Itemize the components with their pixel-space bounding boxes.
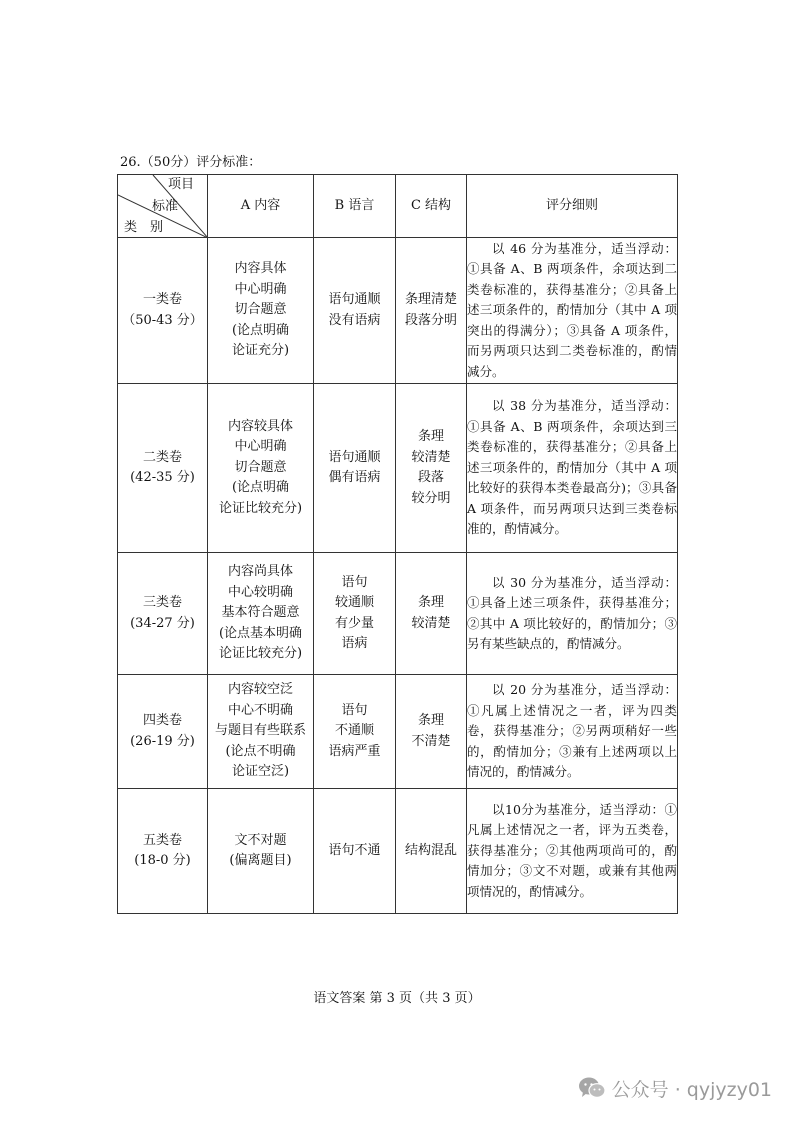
- language-cell: [314, 384, 396, 553]
- watermark: [578, 1073, 772, 1103]
- structure-cell-line: 较清楚: [411, 615, 451, 631]
- language-cell-line: 语句: [341, 702, 368, 718]
- content-cell-line: 内容较具体: [227, 418, 293, 434]
- structure-cell-line: 结构混乱: [404, 842, 457, 858]
- content-cell-line: (论点不明确: [225, 743, 296, 759]
- structure-cell: [396, 675, 467, 789]
- content-cell: [208, 238, 314, 384]
- content-cell-line: (偏离题目): [229, 853, 292, 868]
- content-cell-line: 文不对题: [234, 832, 287, 848]
- category-cell-line: 四类卷: [142, 713, 182, 728]
- corner-label-project: 项目: [168, 177, 195, 192]
- category-cell-line: 五类卷: [142, 832, 182, 848]
- language-cell-line: 有少量: [334, 615, 374, 631]
- content-cell-line: 论证比较充分): [218, 646, 303, 662]
- category-cell-line: （50-43 分）: [122, 312, 203, 328]
- language-cell-line: 不通顺: [334, 723, 374, 739]
- table-row: [118, 675, 678, 789]
- structure-cell-line: 不清楚: [411, 733, 451, 749]
- detail-cell: [467, 789, 678, 914]
- category-cell: [118, 238, 208, 384]
- content-cell-line: 基本符合题意: [221, 605, 300, 621]
- language-cell-line: 较通顺: [334, 595, 374, 610]
- column-header: B 语言: [314, 175, 396, 238]
- header-row: [118, 175, 678, 238]
- detail-text: 以 30 分为基准分，适当浮动：①具备上述三项条件，获得基准分；②其中 A 项比较好的，酌情加分；③另有某些缺点的，酌情减分。: [467, 574, 677, 651]
- structure-cell-line: 段落分明: [404, 312, 457, 328]
- language-cell: [314, 789, 396, 914]
- page-footer: 语文答案 第 3 页（共 3 页）: [313, 991, 481, 1006]
- content-cell-line: (论点明确: [231, 480, 290, 496]
- structure-cell-line: 条理: [417, 713, 444, 728]
- table-row: [118, 789, 678, 914]
- diagonal-header-cell: [118, 175, 208, 238]
- category-cell-line: (42-35 分): [130, 470, 195, 485]
- language-cell-line: 语句通顺: [328, 292, 381, 307]
- structure-cell-line: 条理清楚: [404, 292, 457, 307]
- content-cell-line: 论证比较充分): [218, 500, 303, 516]
- category-cell-line: (34-27 分): [130, 615, 195, 631]
- category-cell-line: 一类卷: [142, 292, 182, 307]
- column-header: C 结构: [396, 175, 467, 238]
- structure-cell: [396, 789, 467, 914]
- detail-cell: [467, 553, 678, 675]
- structure-cell: [396, 238, 467, 384]
- language-cell: [314, 238, 396, 384]
- detail-text: 以 38 分为基准分，适当浮动：①具备 A、B 两项条件，余项达到三类卷标准的，获得基准分；②具备上述三项条件的，酌情加分（其中 A 项比较好的获得本类卷最高分)；③具备 A 项条件，而另两项只达到三类卷标准的，酌情减分。: [467, 398, 677, 537]
- category-cell: [118, 384, 208, 553]
- table-row: [118, 553, 678, 675]
- category-cell-line: 三类卷: [142, 595, 182, 610]
- section-heading: 26.（50分）评分标准：: [120, 155, 262, 170]
- category-cell: [118, 553, 208, 675]
- structure-cell-line: 条理: [417, 429, 444, 444]
- watermark-text: 公众号 · qyjyzy01: [611, 1078, 772, 1101]
- detail-cell: [467, 675, 678, 789]
- language-cell: [314, 675, 396, 789]
- content-cell-line: 内容具体: [234, 261, 287, 277]
- content-cell-line: 论证空泛): [231, 764, 290, 780]
- content-cell: [208, 553, 314, 675]
- content-cell-line: 中心明确: [234, 281, 287, 297]
- category-cell-line: (18-0 分): [134, 853, 191, 868]
- content-cell-line: 切合题意: [234, 459, 287, 475]
- language-cell-line: 偶有语病: [328, 470, 381, 485]
- detail-text: 以10分为基准分，适当浮动：①凡属上述情况之一者，评为五类卷，获得基准分；②其他两项尚可的，酌情加分；③文不对题，或兼有其他两项情况的，酌情减分。: [467, 801, 677, 899]
- language-cell-line: 语句通顺: [328, 449, 381, 465]
- structure-cell: [396, 384, 467, 553]
- content-cell-line: (论点明确: [231, 322, 290, 338]
- detail-text: 以 46 分为基准分，适当浮动：①具备 A、B 两项条件，余项达到二类卷标准的，获得基准分；②具备上述三项条件的，酌情加分（其中 A 项突出的得满分）；③具备 A 项条件，而另两项只达到二类卷标准的，酌情减分。: [467, 240, 677, 379]
- content-cell-line: 中心不明确: [227, 702, 293, 718]
- content-cell-line: 与题目有些联系: [214, 723, 306, 739]
- content-cell-line: 中心明确: [234, 439, 287, 455]
- content-cell-line: 切合题意: [234, 302, 287, 318]
- corner-label-category: 类 别: [124, 220, 164, 235]
- structure-cell-line: 段落: [417, 470, 444, 485]
- language-cell-line: 语病: [341, 636, 368, 651]
- content-cell-line: 中心较明确: [227, 584, 293, 600]
- content-cell: [208, 675, 314, 789]
- language-cell: [314, 553, 396, 675]
- structure-cell-line: 条理: [417, 595, 444, 610]
- category-cell: [118, 675, 208, 789]
- category-cell: [118, 789, 208, 914]
- table-row: [118, 384, 678, 553]
- language-cell-line: 语病严重: [328, 743, 381, 759]
- table-row: [118, 238, 678, 384]
- content-cell-line: 内容较空泛: [227, 682, 293, 698]
- language-cell-line: 语句: [341, 574, 368, 590]
- content-cell: [208, 384, 314, 553]
- content-cell-line: 内容尚具体: [227, 564, 293, 580]
- language-cell-line: 没有语病: [328, 312, 381, 328]
- wechat-icon: [578, 1076, 606, 1100]
- content-cell: [208, 789, 314, 914]
- detail-cell: [467, 238, 678, 384]
- structure-cell: [396, 553, 467, 675]
- content-cell-line: 论证充分): [231, 343, 290, 359]
- category-cell-line: 二类卷: [142, 449, 182, 465]
- corner-label-standard: 标准: [152, 199, 179, 214]
- structure-cell-line: 较分明: [411, 490, 451, 506]
- column-header: A 内容: [208, 175, 314, 238]
- category-cell-line: (26-19 分): [130, 733, 195, 749]
- column-header: 评分细则: [467, 175, 678, 238]
- structure-cell-line: 较清楚: [411, 449, 451, 465]
- scoring-table: [117, 174, 678, 914]
- detail-cell: [467, 384, 678, 553]
- detail-text: 以 20 分为基准分，适当浮动：①凡属上述情况之一者，评为四类卷，获得基准分；②另两项稍好一些的，酌情加分；③兼有上述两项以上情况的，酌情减分。: [467, 682, 677, 780]
- content-cell-line: (论点基本明确: [218, 625, 303, 641]
- language-cell-line: 语句不通: [328, 842, 381, 858]
